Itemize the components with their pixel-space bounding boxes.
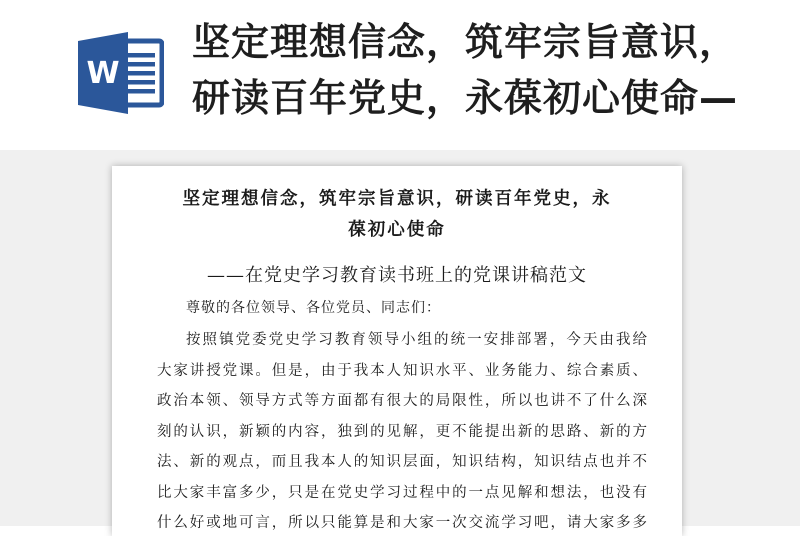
paragraph-line: 政治本领、领导方式等方面都有很大的局限性，所以也讲不了什么深 (157, 393, 647, 409)
paragraph-line: 按照镇党委党史学习教育领导小组的统一安排部署，今天由我给 (186, 332, 647, 348)
paragraph-line: 大家讲授党课。但是，由于我本人知识水平、业务能力、综合素质、 (157, 362, 647, 379)
document-title-line: 坚定理想信念，筑牢宗旨意识，研读百年党史，永 (182, 189, 612, 209)
body-paragraph (157, 325, 647, 536)
document-title-line: 葆初心使命 (348, 220, 446, 240)
paragraph-line: 比大家丰富多少，只是在党史学习过程中的一点见解和想法，也没有 (157, 484, 647, 501)
word-document-icon (78, 32, 164, 114)
header-banner (0, 0, 800, 150)
salutation: 尊敬的各位领导、各位党员、同志们： (186, 300, 441, 316)
paragraph-line: 什么好或地可言，所以只能算是和大家一次交流学习吧，请大家多多 (157, 515, 647, 531)
svg-text:W: W (86, 56, 120, 91)
paragraph-line: 刻的认识，新颖的内容，独到的见解，更不能提出新的思路、新的方 (157, 423, 647, 440)
header-title (192, 14, 792, 126)
document-subtitle: ——在党史学习教育读书班上的党课讲稿范文 (207, 265, 587, 286)
document-page (112, 166, 682, 536)
header-title-line: 坚定理想信念，筑牢宗旨意识， (192, 20, 739, 64)
document-title (112, 184, 682, 246)
header-title-line: 研读百年党史，永葆初心使命— (192, 76, 739, 120)
paragraph-line: 法、新的观点，而且我本人的知识层面，知识结构，知识结点也并不 (157, 454, 647, 470)
